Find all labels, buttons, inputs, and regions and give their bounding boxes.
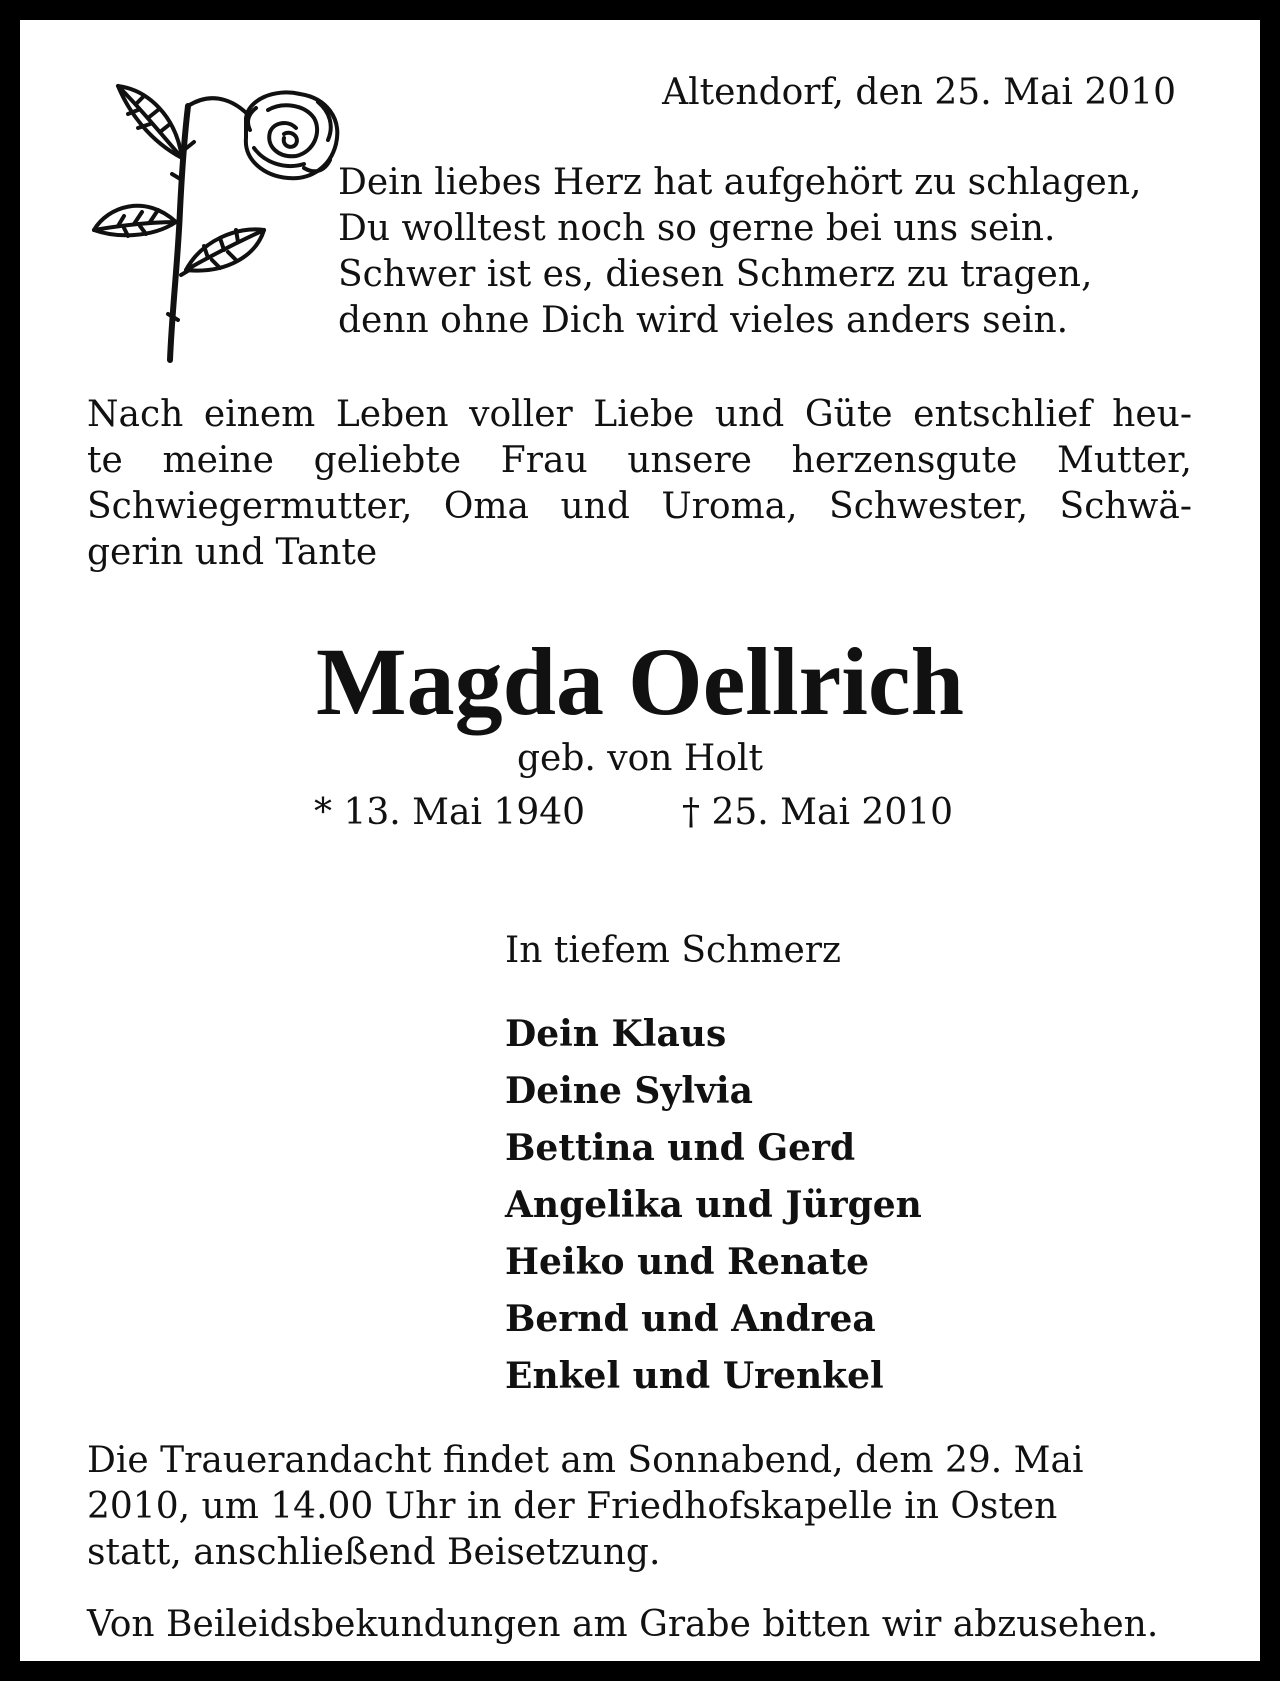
condolence-request: Von Beileidsbekundungen am Grabe bitten wir abzusehen.	[87, 1604, 1159, 1645]
mourner-name: Deine Sylvia	[505, 1070, 753, 1112]
poem-line: Schwer ist es, diesen Schmerz zu tragen,	[338, 254, 1093, 295]
place-date: Altendorf, den 25. Mai 2010	[662, 72, 1176, 113]
poem-line: denn ohne Dich wird vieles anders sein.	[338, 300, 1069, 341]
service-line: Die Trauerandacht findet am Sonnabend, dem 29. Mai	[87, 1440, 1084, 1481]
mourner-name: Heiko und Renate	[505, 1241, 869, 1283]
intro-line: te meine geliebte Frau unsere herzensgute Mutter,	[87, 440, 1192, 481]
death-date: † 25. Mai 2010	[682, 792, 954, 833]
poem-line: Du wolltest noch so gerne bei uns sein.	[338, 208, 1056, 249]
service-line: 2010, um 14.00 Uhr in der Friedhofskapelle in Osten	[87, 1486, 1058, 1527]
rose-icon	[78, 60, 348, 370]
mourner-name: Dein Klaus	[505, 1013, 727, 1055]
intro-paragraph	[87, 392, 1192, 576]
birth-date: * 13. Mai 1940	[314, 792, 586, 833]
mourner-name: Bernd und Andrea	[505, 1298, 876, 1340]
mourner-name: Bettina und Gerd	[505, 1127, 856, 1169]
deceased-name: Magda Oellrich	[316, 628, 964, 735]
poem	[338, 160, 1141, 344]
intro-line: gerin und Tante	[87, 532, 378, 573]
poem-line: Dein liebes Herz hat aufgehört zu schlagen,	[338, 162, 1142, 203]
mourner-name: Enkel und Urenkel	[505, 1355, 884, 1397]
service-line: statt, anschließend Beisetzung.	[87, 1532, 661, 1573]
maiden-name: geb. von Holt	[517, 738, 763, 779]
mourners-list	[505, 1006, 922, 1405]
intro-line: Nach einem Leben voller Liebe und Güte entschlief heu-	[87, 394, 1192, 435]
service-notice	[87, 1438, 1197, 1576]
mourners-heading: In tiefem Schmerz	[505, 930, 841, 971]
intro-line: Schwiegermutter, Oma und Uroma, Schwester, Schwä-	[87, 486, 1192, 527]
mourner-name: Angelika und Jürgen	[505, 1184, 922, 1226]
obituary-card	[20, 20, 1260, 1661]
